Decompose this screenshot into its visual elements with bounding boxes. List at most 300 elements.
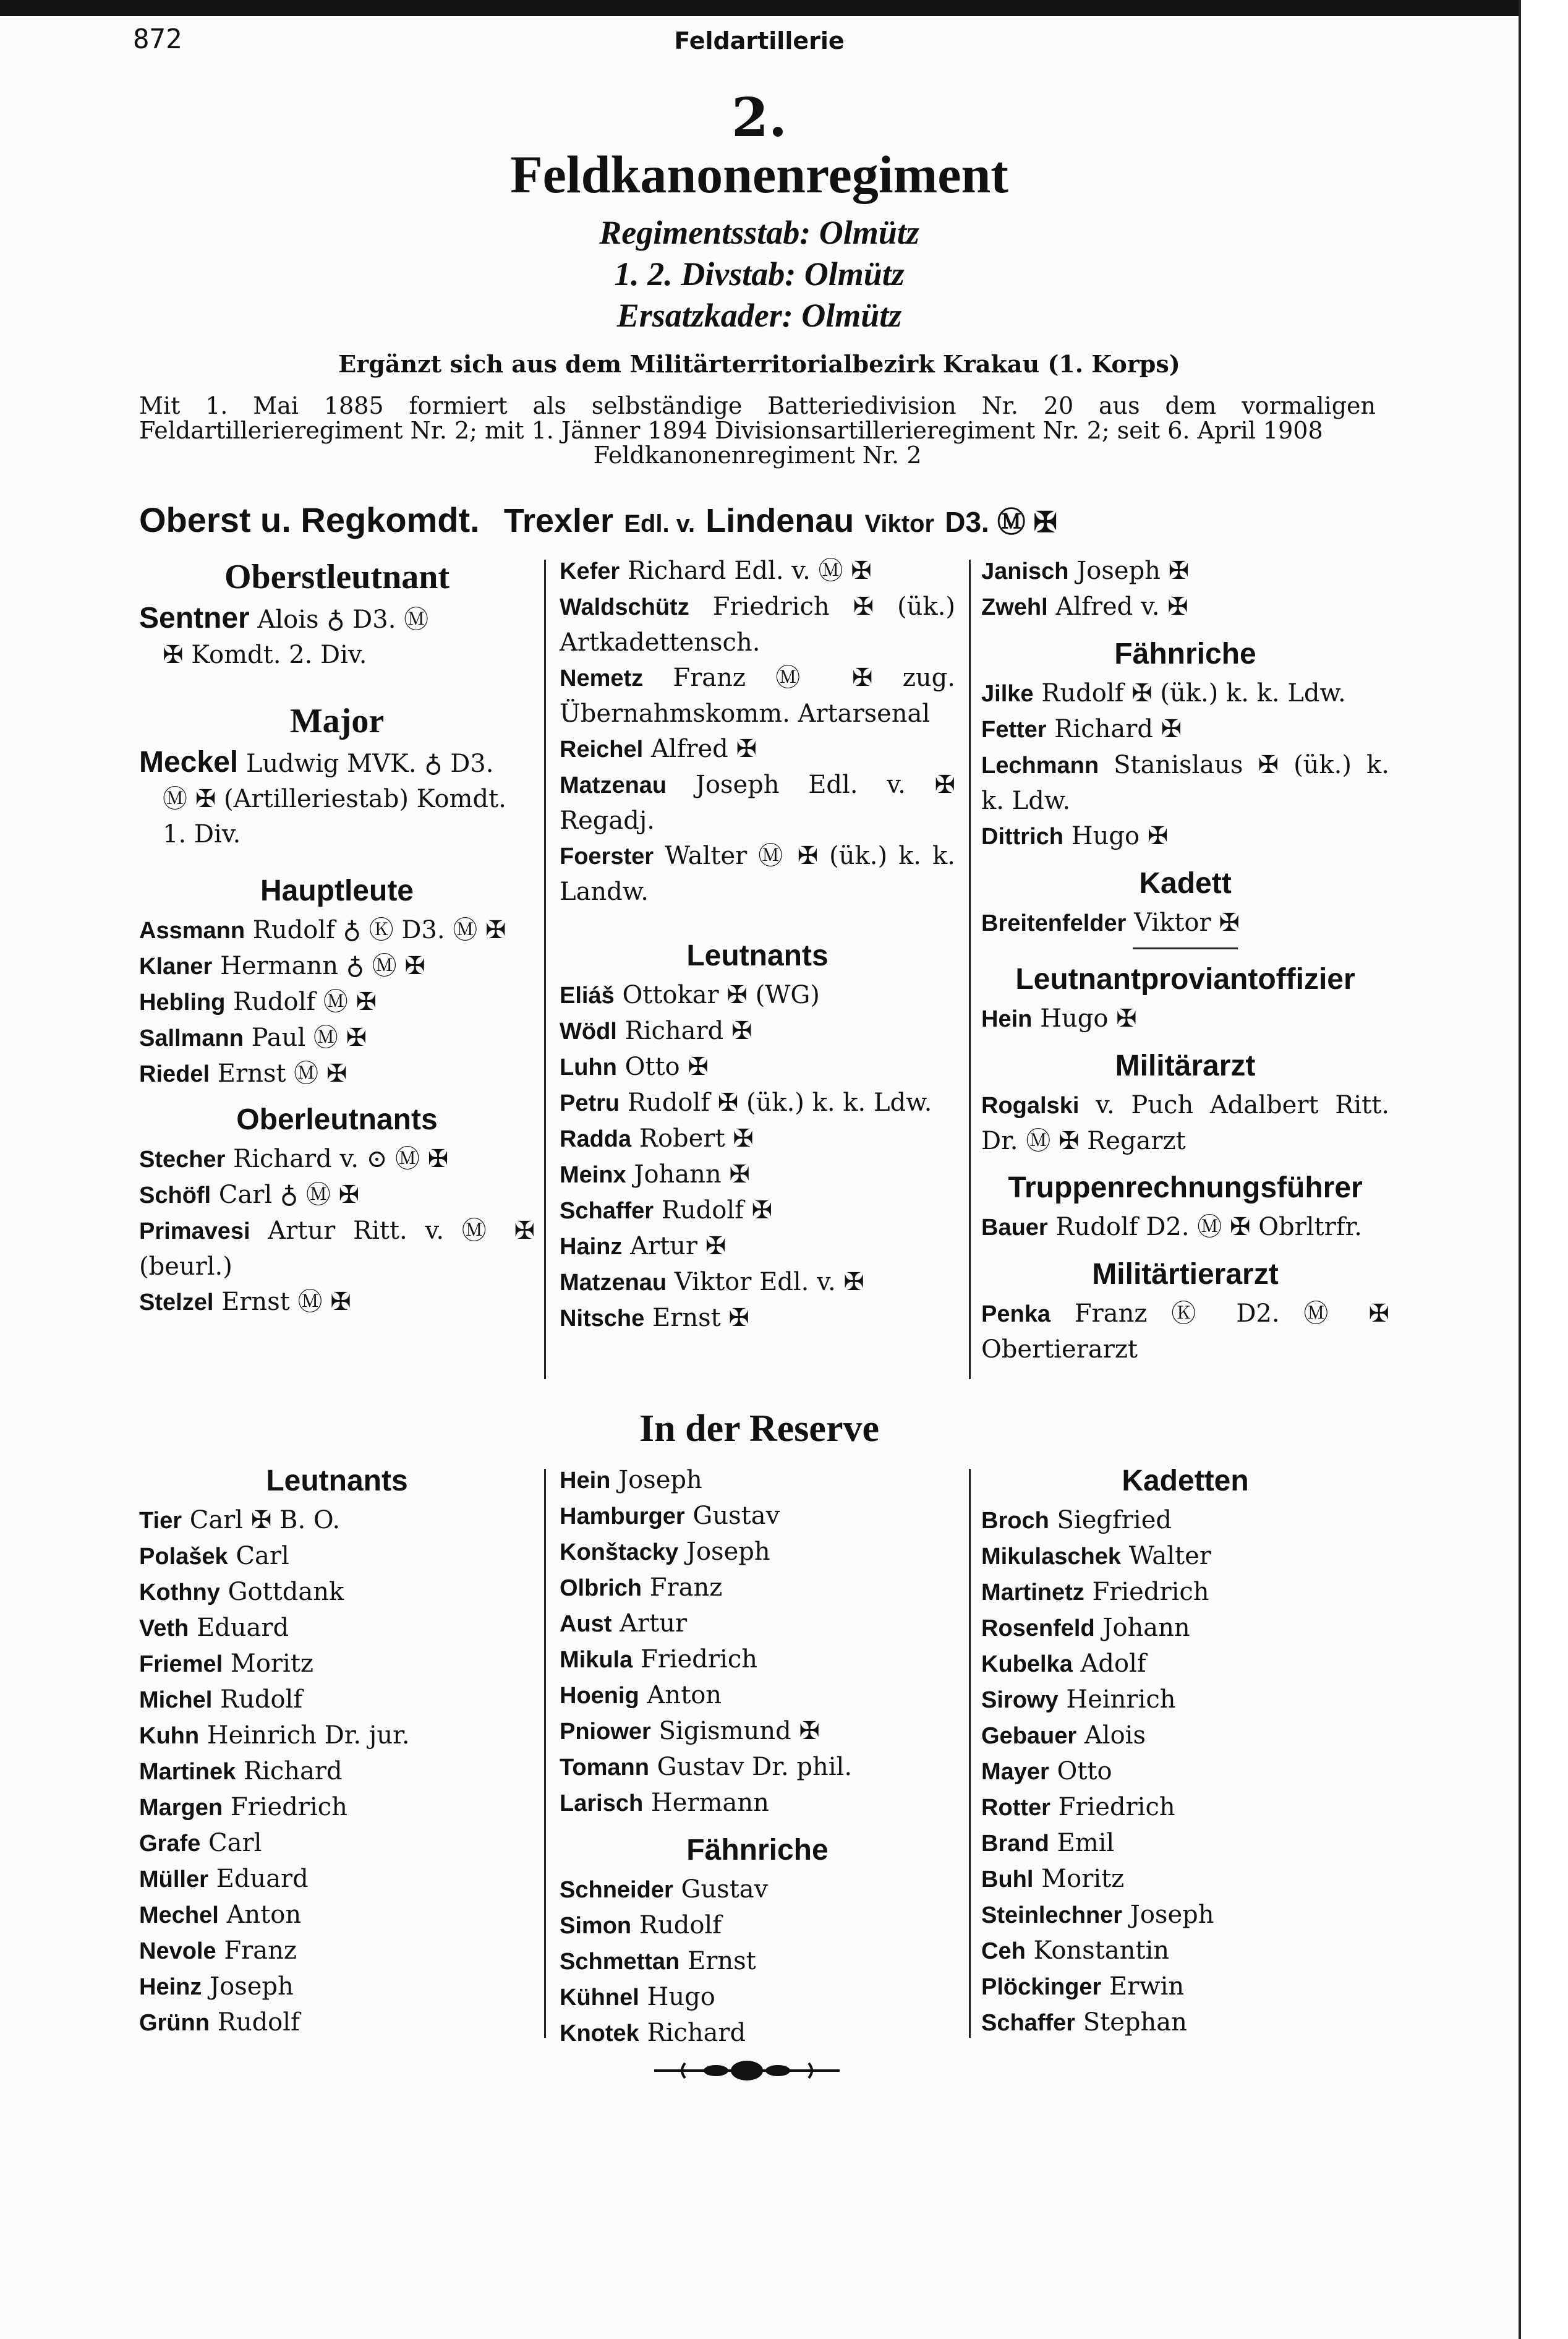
list-item — [139, 1539, 535, 1575]
entry-name: Kefer — [560, 558, 620, 584]
entry-rest: Anton — [218, 1901, 302, 1929]
entry-rest: Richard — [236, 1757, 343, 1785]
entry-rest: Franz Ⓜ ✠ zug. Übernahmskomm. Artarsenal — [560, 664, 955, 728]
heading-reserve: In der Reserve — [639, 1408, 879, 1450]
entry-rest: Joseph ✠ — [1068, 557, 1190, 585]
entry-rest: Ludwig MVK. ♁ D3. — [238, 750, 494, 778]
list-item — [981, 1754, 1389, 1790]
entry-name: Riedel — [139, 1061, 210, 1087]
entry-name: Bauer — [981, 1215, 1048, 1241]
entry-name: Hein — [981, 1006, 1033, 1032]
list-item — [981, 748, 1389, 819]
entry-name: Schöfl — [139, 1182, 211, 1208]
list-item — [981, 1969, 1389, 2005]
entry-name: Brand — [981, 1831, 1049, 1857]
entry-rest: Walter Ⓜ ✠ (ük.) k. k. Landw. — [560, 842, 955, 906]
entry-rest: Eduard — [189, 1614, 289, 1642]
heading-faehnriche: Fähnriche — [1114, 638, 1256, 670]
list-item — [139, 949, 535, 985]
list-item — [139, 1503, 535, 1539]
list-item — [560, 1642, 955, 1678]
list-item — [139, 1646, 535, 1682]
entry-name: Eliáš — [560, 983, 615, 1009]
entry-name: Nemetz — [560, 665, 644, 691]
entry-rest: Rudolf D2. Ⓜ ✠ Obrltrfr. — [1047, 1213, 1362, 1241]
entry-name: Martinetz — [981, 1580, 1084, 1606]
list-item — [981, 554, 1389, 589]
entry-rest: Joseph — [202, 1972, 294, 2001]
entry-name: Breitenfelder — [981, 910, 1127, 936]
entry-name: Meckel — [139, 746, 239, 779]
list-item — [139, 1754, 535, 1790]
entry-rest: Johann ✠ — [626, 1160, 750, 1189]
entry-rest: Viktor ✠ — [1126, 909, 1240, 937]
entry-name: Pniower — [560, 1719, 651, 1745]
entry-name: Meinx — [560, 1162, 626, 1188]
entry-rest: Rudolf — [212, 1685, 303, 1714]
entry-name: Hoenig — [560, 1683, 639, 1709]
list-item — [139, 985, 535, 1020]
list-item — [560, 554, 955, 589]
reserve-column-1 — [139, 1460, 535, 2041]
entry-rest: Richard Edl. v. Ⓜ ✠ — [620, 557, 872, 585]
entry-rest: Heinrich Dr. jur. — [199, 1721, 410, 1750]
reserve-divider-2 — [969, 1469, 971, 2038]
entry-rest: Otto ✠ — [616, 1053, 709, 1081]
list-item — [560, 1606, 955, 1642]
list-item — [981, 712, 1389, 748]
list-item — [139, 1575, 535, 1610]
entry-rest: Sigismund ✠ — [650, 1717, 820, 1745]
list-item — [560, 589, 955, 661]
entry-name: Veth — [139, 1615, 189, 1641]
list-col3-entries — [981, 554, 1389, 625]
entry-rest: Walter — [1121, 1542, 1211, 1570]
entry-rest: Moritz — [1033, 1865, 1125, 1893]
entry-name: Konštacky — [560, 1539, 679, 1565]
list-item — [139, 1862, 535, 1897]
entry-rest: Friedrich — [1050, 1793, 1175, 1821]
list-item — [560, 1193, 955, 1229]
heading-kadett: Kadett — [1139, 867, 1232, 900]
entry-rest: Rudolf ♁ Ⓚ D3. Ⓜ ✠ — [245, 916, 506, 944]
entry-sentner-line2: ✠ Komdt. 2. Div. — [163, 641, 367, 669]
entry-name: Polašek — [139, 1544, 228, 1570]
list-item — [139, 1897, 535, 1933]
entry-name: Sentner — [139, 602, 250, 635]
entry-rest: Rudolf ✠ (ük.) k. k. Ldw. — [620, 1088, 932, 1117]
entry-rest: Franz — [216, 1936, 297, 1965]
list-item — [981, 1575, 1389, 1610]
heading-kadetten: Kadetten — [1122, 1465, 1249, 1497]
regiment-number: 2. — [731, 87, 787, 149]
regiment-title: Feldkanonenregiment — [510, 145, 1008, 204]
list-reserve-faehnriche — [560, 1872, 955, 2051]
list-item — [981, 1862, 1389, 1897]
entry-name: Gebauer — [981, 1723, 1077, 1749]
entry-rest: Eduard — [208, 1865, 309, 1893]
entry-rest: Franz Ⓚ D2. Ⓜ ✠ Obertierarzt — [981, 1299, 1389, 1364]
entry-name: Lechmann — [981, 753, 1099, 779]
entry-rest: Carl — [228, 1542, 289, 1570]
entry-rest: Alois — [1076, 1721, 1146, 1750]
entry-name: Mayer — [981, 1759, 1049, 1785]
list-item — [981, 1539, 1389, 1575]
column-2 — [560, 554, 955, 1336]
heading-proviant: Leutnantproviantoffizier — [1015, 963, 1355, 996]
reserve-column-2 — [560, 1463, 955, 2051]
entry-rest: Hugo ✠ — [1063, 822, 1169, 850]
list-item — [560, 1872, 955, 1908]
list-item — [139, 1285, 535, 1320]
list-item — [981, 1790, 1389, 1826]
entry-rest: Heinrich — [1058, 1685, 1176, 1714]
entry-name: Reichel — [560, 737, 644, 763]
entry-rest: Moritz — [223, 1649, 313, 1678]
entry-rest: Rudolf ✠ (ük.) k. k. Ldw. — [1033, 679, 1346, 708]
list-item — [139, 1718, 535, 1754]
heading-reserve-faehnriche: Fähnriche — [686, 1834, 829, 1866]
scan-top-border — [0, 0, 1568, 16]
list-item — [560, 1229, 955, 1265]
entry-name: Hein — [560, 1468, 611, 1494]
list-reserve-leutnants — [139, 1503, 535, 2041]
list-item — [981, 1718, 1389, 1754]
list-item — [139, 1142, 535, 1178]
list-item — [560, 1265, 955, 1301]
entry-name: Luhn — [560, 1054, 617, 1080]
history-last: Feldkanonenregiment Nr. 2 — [593, 442, 922, 469]
commander-tail: D3. Ⓜ ✠ — [945, 506, 1057, 538]
entry-rest: Rudolf — [631, 1911, 722, 1939]
entry-rest: Stanislaus ✠ (ük.) k. k. Ldw. — [981, 751, 1389, 815]
entry-name: Friemel — [139, 1651, 223, 1677]
entry-rest: Siegfried — [1049, 1506, 1172, 1534]
entry-name: Aust — [560, 1611, 612, 1637]
entry-name: Heinz — [139, 1974, 202, 2000]
entry-tierarzt — [981, 1296, 1389, 1367]
list-item — [560, 2016, 955, 2051]
entry-rest: Richard — [639, 2019, 746, 2047]
list-item — [139, 1682, 535, 1718]
list-item — [981, 2005, 1389, 2041]
entry-name: Rotter — [981, 1795, 1050, 1821]
entry-name: Kubelka — [981, 1651, 1073, 1677]
entry-rest: Alfred ✠ — [643, 735, 757, 763]
list-item — [560, 1157, 955, 1193]
entry-rest: Richard ✠ — [616, 1017, 752, 1045]
entry-name: Nitsche — [560, 1306, 645, 1332]
entry-rest: Gustav Dr. phil. — [649, 1753, 853, 1781]
entry-rest: Ernst Ⓜ ✠ — [213, 1288, 351, 1316]
commander-surname2: Lindenau — [705, 502, 854, 539]
entry-name: Rosenfeld — [981, 1615, 1095, 1641]
entry-rest: Erwin — [1101, 1972, 1185, 2001]
heading-rechnungsfuehrer: Truppenrechnungsführer — [1008, 1171, 1363, 1204]
entry-rest: Carl — [200, 1829, 262, 1857]
column-1 — [139, 554, 535, 1320]
entry-name: Jilke — [981, 681, 1034, 707]
list-item — [560, 661, 955, 732]
entry-name: Broch — [981, 1508, 1049, 1534]
list-item — [139, 1790, 535, 1826]
list-item — [560, 1121, 955, 1157]
history-main: Mit 1. Mai 1885 formiert als selbständige Batteriedivision Nr. 20 aus dem vormaligen Feldartillerieregiment Nr. 2; mit 1. Jänner 1894 Divisionsartillerieregiment Nr. 2; seit 6. April 1908 — [139, 392, 1376, 444]
entry-name: Grünn — [139, 2010, 210, 2036]
list-item — [139, 1610, 535, 1646]
entry-rest: Joseph — [610, 1466, 702, 1494]
entry-rest: Friedrich — [223, 1793, 347, 1821]
entry-rest: Otto — [1049, 1757, 1112, 1785]
entry-rest: Richard ✠ — [1046, 715, 1182, 743]
entry-meckel-line3: 1. Div. — [163, 820, 241, 849]
list-item — [139, 1178, 535, 1213]
list-item — [981, 1826, 1389, 1862]
entry-rest: Rudolf Ⓜ ✠ — [225, 988, 377, 1016]
history-paragraph — [139, 393, 1376, 468]
entry-name: Rogalski — [981, 1093, 1080, 1119]
list-item — [981, 1610, 1389, 1646]
list-item — [981, 589, 1389, 625]
entry-name: Schmettan — [560, 1949, 680, 1975]
entry-rest: Paul Ⓜ ✠ — [243, 1024, 367, 1052]
commander-line — [139, 500, 1057, 541]
entry-name: Mikula — [560, 1647, 633, 1673]
entry-rest: Carl ✠ B. O. — [182, 1506, 341, 1534]
list-item — [560, 1570, 955, 1606]
entry-rest: Hermann — [643, 1789, 769, 1817]
commander-first: Viktor — [864, 510, 935, 537]
list-item — [560, 768, 955, 839]
list-leutnants — [560, 978, 955, 1336]
list-faehnriche — [981, 676, 1389, 855]
column-divider-2 — [969, 560, 971, 1379]
list-item — [560, 1714, 955, 1750]
list-item — [560, 1085, 955, 1121]
end-ornament-icon — [648, 2052, 846, 2089]
scan-right-edge — [1519, 0, 1568, 2339]
entry-name: Hebling — [139, 990, 226, 1016]
entry-rest: Hermann ♁ Ⓜ ✠ — [212, 952, 425, 980]
list-item — [560, 1014, 955, 1050]
entry-name: Schaffer — [560, 1198, 654, 1224]
list-item — [560, 1463, 955, 1499]
entry-rest: Konstantin — [1025, 1936, 1170, 1965]
heading-hauptleute: Hauptleute — [260, 874, 414, 907]
divstab-line: 1. 2. Divstab: Olmütz — [614, 255, 905, 293]
list-item — [139, 1056, 535, 1092]
entry-rest: Ernst Ⓜ ✠ — [210, 1059, 347, 1088]
entry-name: Assmann — [139, 918, 245, 944]
entry-rest: Friedrich — [1084, 1578, 1209, 1606]
entry-rest: Ottokar ✠ (WG) — [614, 981, 820, 1009]
entry-sentner — [139, 601, 535, 638]
list-item — [560, 1908, 955, 1944]
entry-name: Foerster — [560, 844, 654, 870]
entry-rest: Robert ✠ — [631, 1124, 754, 1153]
entry-name: Simon — [560, 1913, 632, 1939]
list-item — [560, 1785, 955, 1821]
list-col2-entries — [560, 554, 955, 910]
column-divider-1 — [544, 560, 546, 1379]
entry-name: Tomann — [560, 1755, 649, 1781]
regimentsstab-line: Regimentsstab: Olmütz — [599, 214, 919, 251]
entry-name: Schaffer — [981, 2010, 1076, 2036]
list-item — [981, 1503, 1389, 1539]
entry-name: Kothny — [139, 1580, 220, 1606]
list-item — [981, 1682, 1389, 1718]
entry-rest: Ernst — [680, 1947, 756, 1975]
entry-name: Klaner — [139, 954, 213, 980]
commander-edl: Edl. v. — [624, 510, 696, 537]
entry-name: Petru — [560, 1090, 620, 1116]
column-3 — [981, 554, 1389, 1367]
entry-name: Fetter — [981, 717, 1047, 743]
entry-rest: Ernst ✠ — [644, 1304, 749, 1332]
entry-name: Grafe — [139, 1831, 201, 1857]
entry-rest: Hugo ✠ — [1032, 1004, 1137, 1033]
list-item — [981, 1897, 1389, 1933]
list-reserve-middle — [560, 1463, 955, 1821]
list-item — [560, 1534, 955, 1570]
entry-rest: Anton — [639, 1681, 722, 1709]
entry-name: Ceh — [981, 1938, 1026, 1964]
entry-name: Sirowy — [981, 1687, 1059, 1713]
list-item — [560, 732, 955, 768]
commander-rank: Oberst u. Regkomdt. — [139, 500, 480, 539]
reserve-column-3 — [981, 1460, 1389, 2041]
list-item — [981, 676, 1389, 712]
entry-rest: Joseph — [678, 1537, 770, 1566]
entry-rest: Emil — [1049, 1829, 1115, 1857]
entry-name: Stelzel — [139, 1289, 214, 1315]
entry-name: Kuhn — [139, 1723, 200, 1749]
entry-name: Matzenau — [560, 772, 667, 798]
entry-rest: Alfred v. ✠ — [1047, 592, 1188, 621]
list-kadetten — [981, 1503, 1389, 2041]
entry-rest: Friedrich — [633, 1645, 757, 1674]
entry-name: Steinlechner — [981, 1902, 1123, 1928]
entry-name: Zwehl — [981, 594, 1048, 620]
entry-name: Wödl — [560, 1019, 617, 1045]
entry-arzt — [981, 1088, 1389, 1159]
heading-major: Major — [289, 702, 385, 740]
entry-rest: Artur Ritt. v. Ⓜ ✠ (beurl.) — [139, 1217, 535, 1281]
entry-name: Nevole — [139, 1938, 216, 1964]
entry-meckel — [139, 745, 535, 782]
list-item — [139, 913, 535, 949]
entry-rest: Alois ♁ D3. Ⓜ — [249, 605, 429, 634]
list-item — [560, 1980, 955, 2016]
entry-name: Hamburger — [560, 1503, 685, 1529]
heading-tierarzt: Militärtierarzt — [1092, 1258, 1279, 1291]
entry-name: Stecher — [139, 1147, 226, 1173]
entry-name: Primavesi — [139, 1218, 250, 1244]
entry-rest: Gustav — [673, 1875, 769, 1904]
entry-rest: Rudolf — [209, 2008, 300, 2037]
entry-name: Waldschütz — [560, 594, 689, 620]
list-item — [560, 1499, 955, 1534]
entry-name: Mikulaschek — [981, 1544, 1121, 1570]
entry-rest: Joseph Edl. v. ✠ Regadj. — [560, 771, 955, 835]
list-item — [560, 1050, 955, 1085]
list-item — [139, 1213, 535, 1285]
entry-rest: Joseph — [1122, 1901, 1214, 1929]
entry-rest: Viktor Edl. v. ✠ — [667, 1268, 864, 1296]
entry-name: Tier — [139, 1508, 182, 1534]
list-item — [560, 1750, 955, 1785]
list-item — [560, 1944, 955, 1980]
running-head: Feldartillerie — [674, 27, 845, 54]
list-oberleutnants — [139, 1142, 535, 1320]
commander-surname: Trexler — [503, 502, 614, 539]
entry-rest: Hugo — [639, 1983, 715, 2011]
entry-name: Mechel — [139, 1902, 219, 1928]
list-item — [560, 839, 955, 910]
entry-rest: Richard v. ⊙ Ⓜ ✠ — [225, 1145, 449, 1173]
entry-name: Michel — [139, 1687, 213, 1713]
list-item — [560, 978, 955, 1014]
entry-name: Schneider — [560, 1877, 673, 1903]
list-item — [981, 819, 1389, 855]
reserve-divider-1 — [544, 1469, 546, 2038]
entry-name: Plöckinger — [981, 1974, 1102, 2000]
short-divider — [1133, 947, 1238, 949]
entry-name: Olbrich — [560, 1575, 642, 1601]
entry-rest: Carl ♁ Ⓜ ✠ — [211, 1181, 360, 1209]
list-item — [139, 2005, 535, 2041]
entry-name: Buhl — [981, 1866, 1034, 1892]
list-item — [981, 1646, 1389, 1682]
entry-rest: Friedrich ✠ (ük.) Artkadettensch. — [560, 592, 955, 657]
entry-rest: Rudolf ✠ — [654, 1196, 773, 1225]
ergaenzung-line: Ergänzt sich aus dem Militärterritorialbezirk Krakau (1. Korps) — [338, 350, 1180, 378]
entry-rest: Adolf — [1072, 1649, 1146, 1678]
entry-rest: Artur — [611, 1609, 688, 1638]
entry-rechnung — [981, 1210, 1389, 1246]
entry-proviant — [981, 1001, 1389, 1037]
heading-leutnants: Leutnants — [686, 939, 829, 972]
entry-name: Müller — [139, 1866, 208, 1892]
entry-name: Hainz — [560, 1234, 623, 1260]
entry-name: Margen — [139, 1795, 223, 1821]
heading-oberleutnants: Oberleutnants — [236, 1103, 438, 1136]
heading-oberstleutnant: Oberstleutnant — [224, 558, 450, 596]
entry-rest: Johann — [1094, 1614, 1190, 1642]
list-item — [560, 1301, 955, 1336]
entry-rest: Gustav — [684, 1502, 780, 1530]
entry-name: Sallmann — [139, 1025, 244, 1051]
entry-kadett — [981, 905, 1389, 941]
heading-reserve-leutnants: Leutnants — [266, 1465, 408, 1497]
page-number: 872 — [133, 24, 182, 55]
entry-name: Larisch — [560, 1790, 644, 1816]
entry-rest: Artur ✠ — [622, 1232, 726, 1260]
entry-name: Knotek — [560, 2020, 639, 2046]
entry-rest: Stephan — [1075, 2008, 1187, 2037]
entry-name: Penka — [981, 1301, 1050, 1327]
entry-name: Matzenau — [560, 1270, 667, 1296]
ersatzkader-line: Ersatzkader: Olmütz — [616, 297, 902, 334]
entry-meckel-line2: Ⓜ ✠ (Artilleriestab) Komdt. — [163, 785, 506, 813]
list-item — [139, 1969, 535, 2005]
list-item — [139, 1020, 535, 1056]
heading-militaerarzt: Militärarzt — [1115, 1050, 1256, 1082]
entry-name: Dittrich — [981, 824, 1063, 850]
list-item — [139, 1826, 535, 1862]
list-item — [560, 1678, 955, 1714]
list-item — [139, 1933, 535, 1969]
